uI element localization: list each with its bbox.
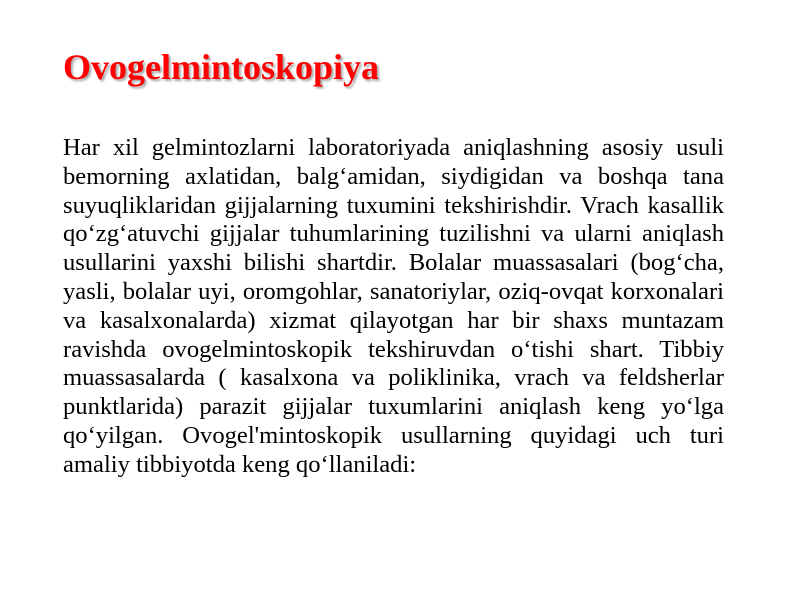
slide-body-text: Har xil gelmintozlarni laboratoriyada aniqlashning asosiy usuli bemorning axlatidan, balg‘amidan, siydigidan va boshqa tana suyuqliklaridan gijjalarning tuxumini tekshirishdir. Vrach kasallik qo‘zg‘atuvchi gijjalar tuhumlarining tuzilishni va ularni aniqlash usullarini yaxshi bilishi shartdir. Bolalar muassasalari (bog‘cha, yasli, bolalar uyi, oromgohlar, sanatoriylar, oziq-ovqat korxonalari va kasalxonalarda) xizmat qilayotgan har bir shaxs muntazam ravishda ovogelmintoskopik tekshiruvdan o‘tishi shart. Tibbiy muassasalarda ( kasalxona va poliklinika, vrach va feldsherlar punktlarida) parazit gijjalar tuxumlarini aniqlash keng yo‘lga qo‘yilgan. Ovogel'mintoskopik usullarning quyidagi uch turi amaliy tibbiyotda keng qo‘llaniladi: — [63, 134, 724, 478]
slide-title: Ovogelmintoskopiya — [63, 47, 380, 87]
